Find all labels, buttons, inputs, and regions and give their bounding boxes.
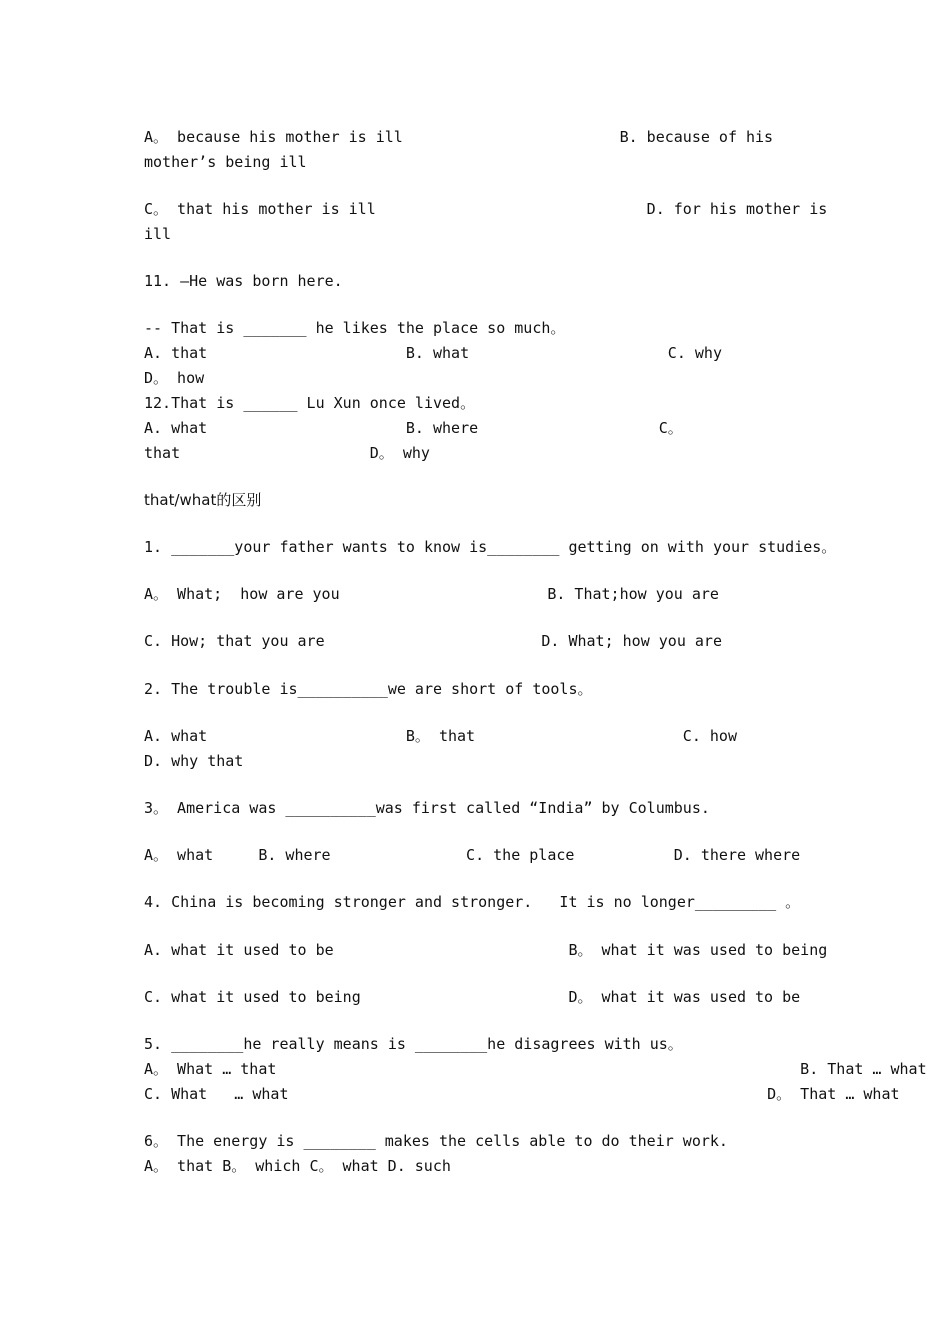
- q12-options-abc: A. what B. where C。: [144, 419, 683, 437]
- s4-options-ab: A. what it used to be B。 what it was used to being: [144, 941, 828, 959]
- s1-options-cd: C. How; that you are D. What; how you are: [144, 632, 722, 650]
- q10-option-d-cont: ill: [144, 225, 172, 243]
- section-heading: that/what的区别: [144, 491, 262, 509]
- s5-prompt: 5. ________he really means is ________he disagrees with us。: [144, 1035, 683, 1053]
- s3-options: A。 what B. where C. the place D. there where: [144, 846, 801, 864]
- s6-options: A。 that B。 which C。 what D. such: [144, 1157, 451, 1175]
- s2-prompt: 2. The trouble is__________we are short of tools。: [144, 680, 593, 698]
- q12-prompt: 12.That is ______ Lu Xun once lived。: [144, 394, 476, 412]
- q12-options-cont: that D。 why: [144, 444, 430, 462]
- s1-options-ab: A。 What; how are you B. That;how you are: [144, 585, 719, 603]
- q11-options-abc: A. that B. what C. why: [144, 344, 722, 362]
- s4-options-cd: C. what it used to being D。 what it was used to be: [144, 988, 801, 1006]
- s2-option-d: D. why that: [144, 752, 244, 770]
- q10-option-c-d: C。 that his mother is ill D. for his mother is: [144, 200, 828, 218]
- q10-option-a-b: A。 because his mother is ill B. because of his: [144, 128, 774, 146]
- s5-options-ab: A。 What … that B. That … what: [144, 1060, 927, 1078]
- q10-option-b-cont: mother’s being ill: [144, 153, 307, 171]
- s6-prompt: 6。 The energy is ________ makes the cells able to do their work.: [144, 1132, 728, 1150]
- q11-option-d: D。 how: [144, 369, 205, 387]
- s2-options-abc: A. what B。 that C. how: [144, 727, 737, 745]
- q11-response: -- That is _______ he likes the place so much。: [144, 319, 566, 337]
- s1-prompt: 1. _______your father wants to know is________ getting on with your studies。: [144, 538, 837, 556]
- s3-prompt: 3。 America was __________was first called “India” by Columbus.: [144, 799, 710, 817]
- s5-options-cd: C. What … what D。 That … what: [144, 1085, 900, 1103]
- q11-prompt: 11. —He was born here.: [144, 272, 343, 290]
- s4-prompt: 4. China is becoming stronger and stronger. It is no longer_________ 。: [144, 893, 801, 911]
